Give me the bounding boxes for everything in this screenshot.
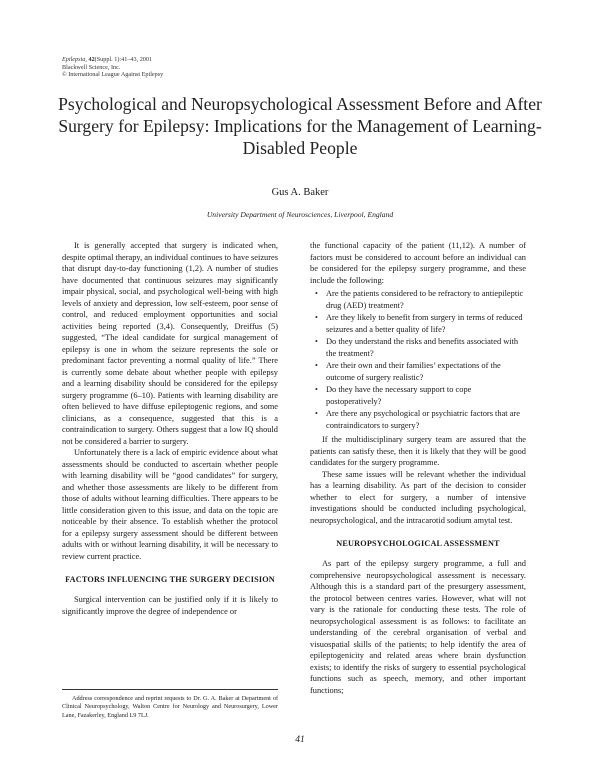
correspondence-footnote: Address correspondence and reprint requests to Dr. G. A. Baker at Department of Clinical Neuropsychology, Walton Centre for Neurology and Neurosurgery, Lower Lane, Fazakerley, England L9 7LJ. xyxy=(62,695,278,719)
citation-line xyxy=(62,56,163,64)
journal-citation xyxy=(62,56,163,79)
body-paragraph: As part of the epilepsy surgery programme, a full and comprehensive neuropsychological assessment is necessary. Although this is a standard part of the presurgery assessment, the protocol between centres varies. However, what will not vary is the rationale for conducting these tests. The role of neuropsychological assessment is as follows: to facilitate an understanding of the cerebral organisation of verbal and visuospatial skills of the patients; to help identify the area of epileptogenicity and related areas where brain dysfunction exists; to identify the risks of surgery to essential psychological functions such as speech, memory, and other important functions; xyxy=(310,559,526,695)
bullet-icon: • xyxy=(315,337,318,346)
list-item: • Do they understand the risks and benefits associated with the treatment? xyxy=(315,337,519,358)
list-item: • Are they likely to benefit from surgery in terms of reduced seizures and a better quality of life? xyxy=(315,313,523,334)
list-item: • Do they have the necessary support to cope postoperatively? xyxy=(315,385,472,406)
criteria-list xyxy=(310,288,526,431)
body-paragraph: If the multidisciplinary surgery team are assured that the patients can satisfy these, then it is likely that they will be good candidates for the surgery programme. xyxy=(310,435,526,467)
citation-rest: (Suppl. 1):41–43, 2001 xyxy=(94,56,153,63)
bullet-icon: • xyxy=(315,289,318,298)
publisher: Blackwell Science, Inc. xyxy=(62,63,121,71)
body-paragraph: Unfortunately there is a lack of empiric evidence about what assessments should be conducted to ascertain whether people with learning disability will be “good candidates” for surgery, and whether those assessments are likely to be different from those of adults without learning difficulties. There appears to be little consideration given to this issue, and data on the topic are noticeable by their absence. To establish whether the protocol for a epilepsy surgery assessment should be different between adults with or without learning disability, it will be necessary to review current practice. xyxy=(62,448,278,561)
author-affiliation: University Department of Neurosciences, Liverpool, England xyxy=(206,210,394,219)
bullet-icon: • xyxy=(315,313,318,322)
list-item: • Are their own and their families’ expectations of the outcome of surgery realistic? xyxy=(315,361,501,382)
bullet-icon: • xyxy=(315,385,318,394)
section-heading-factors: FACTORS INFLUENCING THE SURGERY DECISION xyxy=(65,575,275,584)
body-paragraph: the functional capacity of the patient (11,12). A number of factors must be considered to account before an individual can be considered for the epilepsy surgery programme, and these include the following: xyxy=(310,241,526,285)
body-paragraph: It is generally accepted that surgery is indicated when, despite optimal therapy, an individual continues to have seizures that disrupt day-to-day functioning (1,2). A number of studies have documented that continuous seizures may significantly impair physical, social, and psychological well-being with high levels of anxiety and depression, low self-esteem, poor sense of control, and reduced employment opportunities and social activities being reported (3,4). Consequently, Dreiffus (5) suggested, “The ideal candidate for surgical management of epilepsy is one in whom the seizure represents the sole or predominant factor preventing a normal quality of life.” There is currently some debate about whether people with epilepsy and a learning disability should be considered for the epilepsy surgery programme (6–10). Patients with learning disability are often believed to have diffuse epileptogenic regions, and some clinicians, as a consequence, suggested that this is a contraindication to surgery. Others suggest that a low IQ should not be considered a barrier to surgery. xyxy=(62,241,278,446)
left-column xyxy=(62,240,278,617)
article-title: Psychological and Neuropsychological Assessment Before and After Surgery for Epilepsy: Implications for the Management of Learning-Disabled People xyxy=(58,94,542,158)
body-paragraph: These same issues will be relevant whether the individual has a learning disability. As part of the decision to consider whether to elect for surgery, a number of intensive investigations should be conducted including psychological, neuropsychological, and the intracarotid sodium amytal test. xyxy=(310,469,526,525)
list-item: • Are the patients considered to be refractory to antiepileptic drug (AED) treatment? xyxy=(315,289,524,310)
body-paragraph: Surgical intervention can be justified only if it is likely to significantly improve the degree of independence or xyxy=(62,595,278,616)
list-item: • Are there any psychological or psychiatric factors that are contraindicators to surgery? xyxy=(315,409,520,430)
bullet-icon: • xyxy=(315,409,318,418)
right-column xyxy=(310,240,526,696)
author-name: Gus A. Baker xyxy=(271,187,329,198)
journal-volume: 42 xyxy=(88,56,95,63)
section-heading-neuropsych: NEUROPSYCHOLOGICAL ASSESSMENT xyxy=(336,539,500,548)
journal-name: Epilepsia, xyxy=(62,56,87,63)
copyright: © International League Against Epilepsy xyxy=(62,71,164,79)
bullet-icon: • xyxy=(315,361,318,370)
footnote-divider xyxy=(62,689,278,690)
page-number: 41 xyxy=(295,735,305,745)
